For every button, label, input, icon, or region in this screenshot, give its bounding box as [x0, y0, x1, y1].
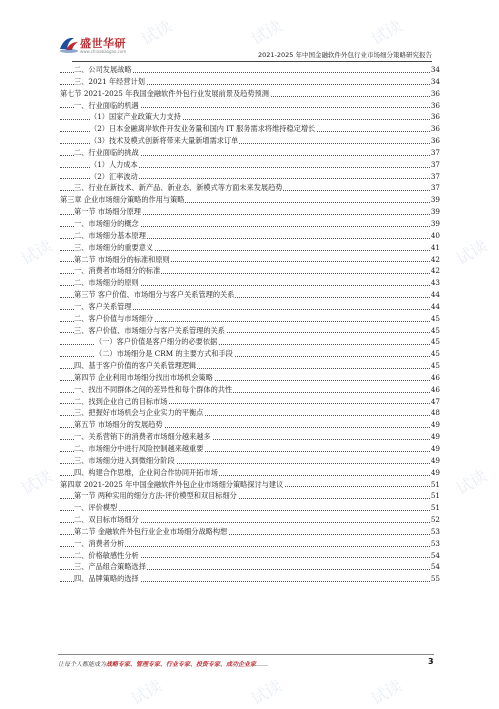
toc-entry-title: 三、市场细分的重要意义 [74, 242, 154, 252]
toc-entry-page: 53 [430, 526, 440, 536]
header-divider [72, 61, 432, 62]
toc-entry[interactable] [60, 230, 440, 242]
toc-entry-page: 36 [430, 136, 440, 146]
toc-entry-page: 46 [430, 384, 440, 394]
toc-entry-page: 54 [430, 550, 440, 560]
toc-entry-page: 51 [430, 479, 440, 489]
toc-entry-title: 四、品牌策略的选择 [74, 574, 139, 584]
watermark: 试读 [17, 466, 56, 499]
toc-entry[interactable] [60, 372, 440, 384]
toc-entry[interactable] [60, 396, 440, 408]
toc-entry-page: 37 [430, 183, 440, 193]
toc-entry-page: 49 [430, 420, 440, 430]
toc-entry-title: 一、找出不同群体之间的差异性和每个群体的共性 [74, 384, 233, 394]
toc-entry-title: （1）人力成本 [90, 159, 138, 169]
toc-entry-title: 一、市场细分的概念 [74, 218, 139, 228]
toc-entry-title: 一、关系营销下的消费者市场细分越来越多 [74, 432, 211, 442]
toc-entry-title: 第二节 市场细分的标准和原则 [74, 254, 170, 264]
toc-entry-page: 49 [430, 444, 440, 453]
toc-entry[interactable] [60, 254, 440, 266]
toc-entry[interactable] [60, 123, 440, 135]
toc-entry-title: 第二节 金融软件外包行业企业市场细分战略构想 [74, 526, 228, 536]
watermark: 试读 [367, 676, 406, 709]
toc-entry[interactable] [60, 182, 440, 194]
toc-entry-title: 一、评价模型 [74, 503, 118, 513]
toc-entry-title: 三、市场细分进入到微细分阶段 [74, 455, 175, 465]
logo-emblem-icon [58, 34, 80, 54]
page-footer [0, 648, 499, 678]
watermark: 试读 [367, 16, 406, 49]
watermark: 试读 [452, 236, 491, 269]
toc-entry-title: 二、双目标市场细分 [74, 515, 139, 525]
toc-entry[interactable] [60, 360, 440, 372]
toc-entry[interactable] [60, 348, 440, 360]
toc-entry-page: 53 [430, 538, 440, 548]
toc-entry-title: 二、行业面临的挑战 [74, 147, 139, 157]
toc-entry-page: 45 [430, 313, 440, 323]
toc-entry-title: 三、行业在新技术、新产品、新业态、新模式等方面未来发展趋势 [74, 183, 283, 193]
toc-entry-page: 48 [430, 408, 440, 418]
page-header [0, 0, 499, 64]
toc-entry-title: 第三节 客户价值、市场细分与客户关系管理的关系 [74, 290, 235, 300]
toc-entry[interactable] [60, 573, 440, 585]
toc-entry-title: 二、市场细分中进行风险控制越来越重要 [74, 444, 204, 453]
toc-entry[interactable] [60, 289, 440, 301]
toc-entry[interactable] [60, 526, 440, 538]
toc-entry-page: 54 [430, 562, 440, 572]
toc-entry-page: 55 [430, 574, 440, 584]
toc-entry-title: 二、市场细分的原则 [74, 278, 139, 288]
toc-entry-title: （1）国家产业政策大力支持 [90, 112, 181, 122]
toc-entry[interactable] [60, 194, 440, 206]
toc-entry-title: 三、把握好市场机会与企业实力的平衡点 [74, 408, 204, 418]
toc-entry[interactable] [60, 100, 440, 112]
slogan-suffix: …… [256, 661, 269, 668]
toc-entry[interactable] [60, 538, 440, 550]
toc-entry-page: 46 [430, 372, 440, 382]
toc-entry-page: 34 [430, 65, 440, 74]
report-title: 2021-2025 年中国金融软件外包行业市场细分策略研究报告 [258, 51, 432, 59]
toc-entry[interactable] [60, 301, 440, 313]
toc-entry-title: 二、公司发展战略 [74, 65, 132, 74]
toc-entry-title: 二、找到企业自己的目标市场 [74, 396, 168, 406]
toc-entry[interactable] [60, 265, 440, 277]
toc-entry-title: 二、价格敏感性分析 [74, 550, 139, 560]
toc-entry-title: （3）技术及模式创新将带来大量新增需求订单 [90, 136, 239, 146]
toc-entry-page: 45 [430, 325, 440, 335]
toc-entry-title: （2）日本金融离岸软件开发业务量和国内 IT 服务需求将维持稳定增长 [90, 124, 316, 134]
toc-entry-page: 37 [430, 147, 440, 157]
toc-entry[interactable] [60, 159, 440, 171]
toc-entry-page: 37 [430, 171, 440, 181]
toc-entry-title: 第四节 企业利用市场细分找出市场机会策略 [74, 372, 213, 382]
toc-entry-page: 41 [430, 242, 440, 252]
toc-entry[interactable] [60, 242, 440, 254]
toc-entry[interactable] [60, 490, 440, 502]
toc-entry-title: 三、2021 年经营计划 [74, 76, 145, 86]
toc-entry[interactable] [60, 206, 440, 218]
toc-entry-title: 四、构建合作思维，企业间合作协同开拓市场 [74, 467, 218, 477]
toc-entry-title: （二）市场细分是 CRM 的主要方式和手段 [95, 349, 233, 359]
toc-entry-title: 二、市场细分基本原理 [74, 230, 146, 240]
toc-entry[interactable] [60, 443, 440, 455]
toc-entry[interactable] [60, 384, 440, 396]
slogan-prefix: 让每个人都能成为 [58, 661, 107, 668]
toc-entry-title: 三、产品组合策略选择 [74, 562, 146, 572]
toc-entry-page: 45 [430, 337, 440, 347]
toc-entry[interactable] [60, 76, 440, 88]
page-number: 3 [428, 657, 434, 666]
toc-entry[interactable] [60, 550, 440, 562]
footer-slogan [58, 659, 268, 668]
toc-entry[interactable] [60, 419, 440, 431]
toc-entry-page: 52 [430, 515, 440, 525]
toc-entry-page: 36 [430, 112, 440, 122]
toc-entry-page: 49 [430, 455, 440, 465]
watermark: 试读 [127, 676, 166, 709]
toc-entry-page: 36 [430, 124, 440, 134]
toc-entry[interactable] [60, 147, 440, 159]
toc-entry-title: 一、行业面临的机遇 [74, 100, 139, 110]
logo-url: www.chinabaogao.com [80, 49, 127, 54]
toc-entry[interactable] [60, 277, 440, 289]
toc-entry-page: 42 [430, 266, 440, 276]
toc-entry[interactable] [60, 514, 440, 526]
toc-entry-page: 45 [430, 349, 440, 359]
toc-entry-page: 44 [430, 301, 440, 311]
toc-entry[interactable] [60, 502, 440, 514]
logo-text: 盛世华研 [80, 37, 126, 50]
toc-entry-title: 第三章 企业市场细分策略的作用与策略 [60, 195, 185, 205]
toc-entry-page: 51 [430, 491, 440, 501]
toc-entry[interactable] [60, 336, 440, 348]
toc-entry-page: 40 [430, 230, 440, 240]
watermark: 试读 [17, 236, 56, 269]
toc-entry-page: 34 [430, 76, 440, 86]
toc-entry[interactable] [60, 111, 440, 123]
toc-entry-title: （2）汇率波动 [90, 171, 138, 181]
watermark: 试读 [247, 16, 286, 49]
table-of-contents [60, 64, 440, 585]
toc-entry-title: 三、客户价值、市场细分与客户关系管理的关系 [74, 325, 225, 335]
toc-entry-title: 第七节 2021-2025 年我国金融软件外包行业发展前景及趋势预测 [60, 88, 269, 98]
toc-entry[interactable] [60, 218, 440, 230]
toc-entry-page: 43 [430, 278, 440, 288]
toc-entry-page: 37 [430, 159, 440, 169]
toc-entry[interactable] [60, 135, 440, 147]
toc-entry[interactable] [60, 561, 440, 573]
toc-entry-page: 39 [430, 195, 440, 205]
toc-entry-title: 第一节 两种实用的细分方法-评价模型和双目标细分 [74, 491, 237, 501]
company-logo [58, 34, 127, 60]
toc-entry[interactable] [60, 479, 440, 491]
toc-entry[interactable] [60, 431, 440, 443]
toc-entry-title: （一）客户价值是客户细分的必要依据 [95, 337, 218, 347]
toc-entry-page: 42 [430, 254, 440, 264]
watermark: 试读 [137, 16, 176, 49]
toc-entry-page: 49 [430, 432, 440, 442]
toc-entry-title: 第四章 2021-2025 年中国金融软件外包企业市场细分策略探讨与建议 [60, 479, 284, 489]
toc-entry-page: 44 [430, 290, 440, 300]
toc-entry[interactable] [60, 64, 440, 76]
toc-entry-page: 39 [430, 207, 440, 217]
toc-entry[interactable] [60, 407, 440, 419]
toc-entry[interactable] [60, 325, 440, 337]
toc-entry-page: 39 [430, 218, 440, 228]
toc-entry[interactable] [60, 467, 440, 479]
toc-entry-page: 36 [430, 100, 440, 110]
toc-entry-title: 四、基于客户价值的客户关系管理逻辑 [74, 361, 197, 371]
toc-entry-title: 一、客户关系管理 [74, 301, 132, 311]
watermark: 试读 [452, 466, 491, 499]
toc-entry-page: 36 [430, 88, 440, 98]
toc-entry-title: 第五节 市场细分的发展趋势 [74, 420, 163, 430]
toc-entry-title: 一、消费者市场细分的标准 [74, 266, 161, 276]
toc-entry-page: 47 [430, 396, 440, 406]
toc-entry-title: 第一节 市场细分原理 [74, 207, 141, 217]
toc-entry-title: 二、客户价值与市场细分 [74, 313, 154, 323]
toc-entry[interactable] [60, 455, 440, 467]
toc-entry[interactable] [60, 88, 440, 100]
toc-entry[interactable] [60, 171, 440, 183]
toc-entry-page: 45 [430, 361, 440, 371]
toc-entry-title: 一、消费者分析 [74, 538, 125, 548]
slogan-highlight: 战略专家、管理专家、行业专家、投资专家、成功企业家 [106, 661, 257, 668]
footer-divider [58, 654, 434, 655]
toc-entry[interactable] [60, 313, 440, 325]
toc-entry-page: 51 [430, 503, 440, 513]
toc-entry-page: 49 [430, 467, 440, 477]
watermark: 试读 [247, 676, 286, 709]
